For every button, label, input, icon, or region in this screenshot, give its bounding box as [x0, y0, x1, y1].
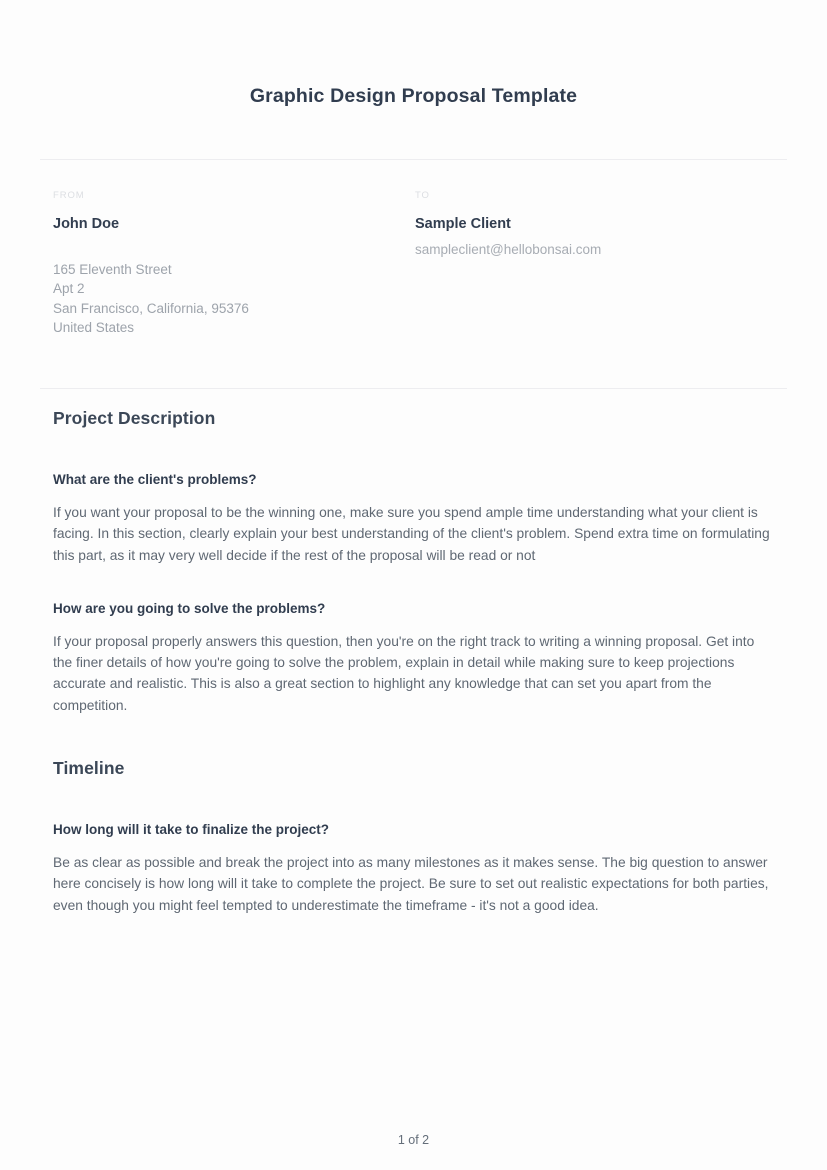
divider-middle: [40, 388, 787, 389]
party-from: [53, 190, 415, 337]
content-block: [53, 821, 787, 916]
content-block: [53, 471, 787, 566]
from-address-line: United States: [53, 319, 135, 335]
from-address-line: 165 Eleventh Street: [53, 262, 172, 277]
block-answer: If your proposal properly answers this question, then you're on the right track to writing a winning proposal. Get into the finer details of how you're going to solve the problem, explain in detail while making sure to keep projections accurate and realistic. This is also a great section to highlight any knowledge that can set you apart from the competition.: [53, 633, 755, 713]
divider-top: [40, 159, 787, 160]
content-block: [53, 600, 787, 716]
block-question: What are the client's problems?: [53, 472, 257, 487]
to-name: Sample Client: [415, 216, 511, 232]
from-address-line: Apt 2: [53, 281, 85, 297]
block-question: How are you going to solve the problems?: [53, 600, 326, 616]
block-question: How long will it take to finalize the project?: [53, 822, 330, 837]
section-timeline: [53, 758, 787, 916]
from-label: FROM: [53, 190, 85, 201]
page-title: Graphic Design Proposal Template: [249, 85, 578, 107]
to-label: TO: [415, 190, 430, 201]
to-email: sampleclient@hellobonsai.com: [415, 242, 602, 257]
block-answer: If you want your proposal to be the winning one, make sure you spend ample time understanding what your client is facing. In this section, clearly explain your best understanding of the client's problem. Spend extra time on formulating this part, as it may very well decide if the rest of the proposal will be read or not: [53, 505, 770, 563]
parties-section: [53, 190, 787, 337]
section-heading: Timeline: [53, 758, 125, 778]
from-name: John Doe: [53, 216, 120, 232]
from-address-line: San Francisco, California, 95376: [53, 300, 249, 316]
party-to: [415, 190, 777, 337]
from-address: [53, 260, 415, 337]
page-indicator: 1 of 2: [397, 1133, 430, 1147]
block-answer: Be as clear as possible and break the project into as many milestones as it makes sense. The big question to answer here concisely is how long will it take to complete the project. Be sure to set out realistic expectations for both parties, even though you might feel tempted to underestimate the timeframe - it's not a good idea.: [53, 855, 769, 913]
section-project-description: [53, 408, 787, 716]
section-heading: Project Description: [53, 408, 216, 428]
